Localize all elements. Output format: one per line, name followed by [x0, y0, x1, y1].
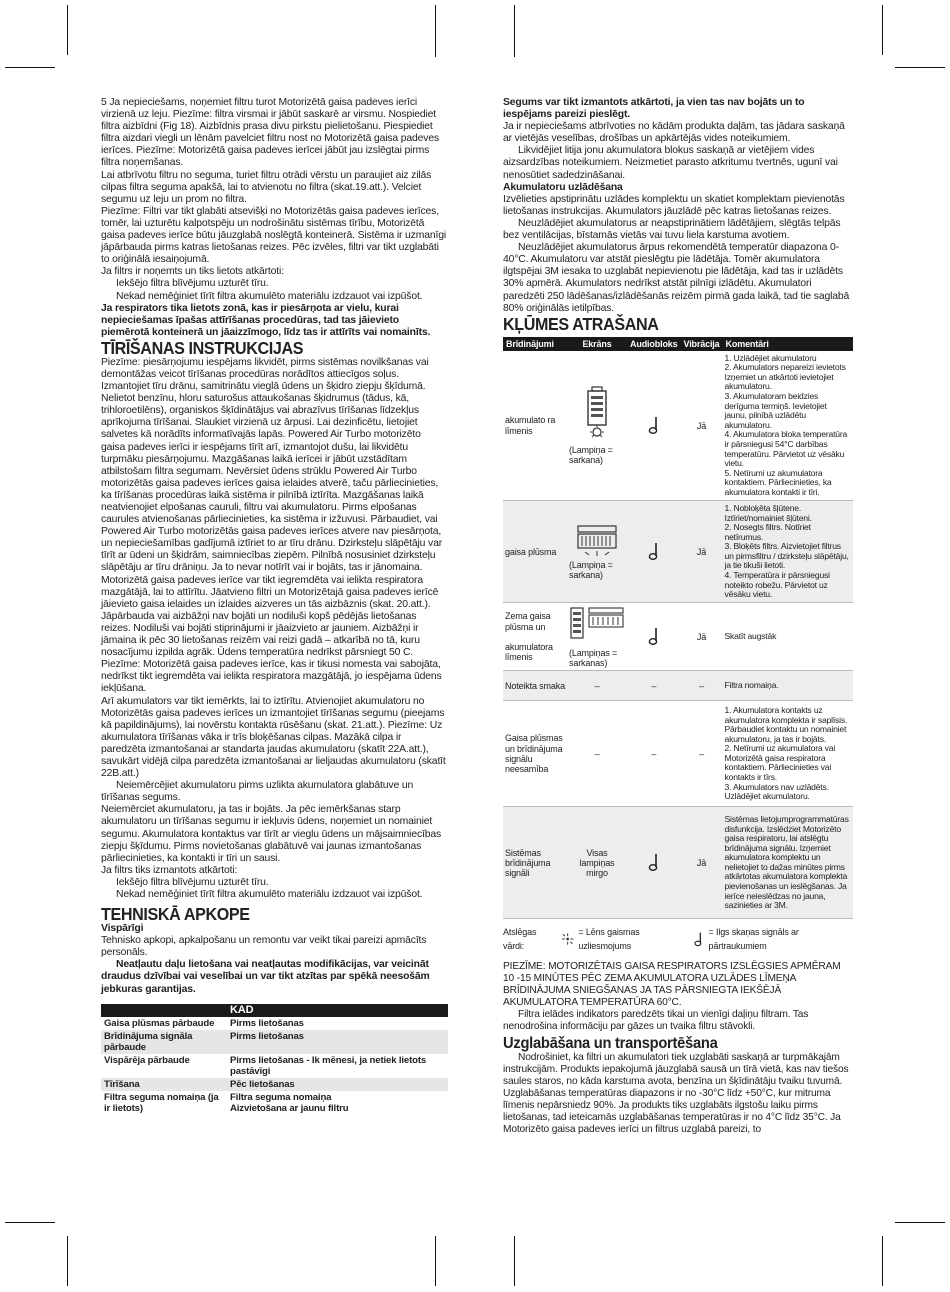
- screen-cell: [567, 501, 627, 603]
- crop-mark: [514, 1236, 515, 1286]
- paragraph: 5 Ja nepieciešams, noņemiet filtru turot Motorizētā gaisa padeves ierīci virzienā uz leju. Piezīme: filtra virsmai ir jābūt saskarē ar virsmu. Nospiediet filtra aizbīdni (Fig 18). Aizbīdnis prasa divu pirkstu pielietošanu. Piespiediet filtra aizdari viegli un lēnām pavelciet filtru nost no Motorizētā gaisa padeves ierīces. Piezīme: Motorizētā gaisa padeves ierīcei jābūt jau izslēgtai pirms filtra noņemšanas.: [101, 97, 439, 169]
- left-column: [101, 97, 446, 1115]
- key-label: Atslēgas vārdi:: [503, 927, 537, 952]
- section-heading-storage: Uzglabāšana un transportēšana: [503, 1035, 718, 1053]
- paragraph: Likvidējiet litija jonu akumulatora blokus saskaņā ar vietējiem vides aizsardzības noteikumiem. Neizmetiet parasto atkritumu tvertnēs, ugunī vai nenosūtiet sadedzināšanai.: [503, 145, 838, 181]
- paragraph: Neuzlādējiet akumulatorus ar neapstiprinātiem lādētājiem, slēgtās telpās bez ventilācijas, bīstamās vietās vai tuvu liela karstuma avotiem.: [503, 217, 841, 242]
- vibration-cell: –: [681, 701, 723, 807]
- paragraph: Tehnisko apkopi, apkalpošanu un remontu var veikt tikai pareizi apmācīts personāls.: [101, 935, 427, 959]
- table-header-cell: Audiobloks: [627, 337, 681, 351]
- screen-label: (Lampiņa = sarkana): [569, 559, 613, 580]
- long-beep-icon: [647, 541, 661, 561]
- table-cell: Filtra seguma nomaiņa (ja ir lietots): [104, 1091, 219, 1114]
- screen-cell: –: [567, 671, 627, 701]
- table-cell-line: Aizvietošana ar jaunu filtru: [230, 1102, 349, 1114]
- table-header-cell: [101, 1004, 227, 1017]
- crop-mark: [514, 5, 515, 57]
- crop-mark: [882, 5, 883, 55]
- section-heading-cleaning: TĪRĪŠANAS INSTRUKCIJAS: [101, 337, 304, 358]
- crop-mark: [5, 67, 55, 68]
- paragraph: Izmantojiet tīru drānu, samitrinātu vieglā ūdens un šķidro ziepju šķīdumā. Nelietot benzīnu, hloru saturošus attaukošanas šķidrumus (tādus, kā, trihloroetilēns), organiskos šķīdinātājus vai abrazīvus tīrīšanas līdzekļus aprīkojuma tīrīšanai. Slaukiet virzienā uz ārpusi. Lai dezinficētu, lietojiet salvetes kā norādīts informatīvajās lapās. Powered Air Turbo motorizēto gaisa padeves ierīci ir iespējams tīrīt arī, izmantojot dušu, lai likvidētu turpmāku piesārņojumu. Mazgāšanas laikā ierīcei ir jābūt uzstādītam atbilstošam filtra segumam. Nevērsiet ūdens strūklu Powered Air Turbo motorizētās gaisa padeves ierīces gaisa ielaides atverē, taču pārliecinieties, ka tīrīšanas procedūras laikā sistēma ir pilnībā iztīrīta. Mazgāšanas laikā neatvienojiet elpošanas cauruli, filtru vai akumulatoru. Pirms elpošanas caurules atvienošanas pārliecinieties, ka sistēma ir izžuvusi. Pārbaudiet, vai Powered Air Turbo motorizētās gaisa padeves ierīces atvere nav piesārņota, un nepieciešamības gadījumā iztīriet to ar tīru drānu. Dzirksteļu slāpētāju var tīrīt ar ūdeni un šķidrām, saimniecības ziepēm. Pilnībā nosusiniet dzirksteļu slāpētāju ar tīru drāniņu. Ja to nevar notīrīt vai ir bojāts, tas ir jānomaina. Motorizētā gaisa padeves ierīce var tikt iegremdēta vai ielikta respiratora mazgātājā, lai to attīrītu. Jāatvieno filtri un Motorizētajā gaisa padeves ierīcē jāievieto gaisa ielaides un izlaides aizveres un tās aizbāznis (skat. 20.att.). Jāpārbauda vai aizbāžņi nav bojāti un nodiluši kopš pēdējās lietošanas reizes. Nodiluši vai bojāti stiprinājumi ir jāaizvieto ar jauniem. Aizbāžņi ir jāmaina ik pēc 30 lietošanas reizēm vai reizi gadā – atkarībā no tā, kuru nosacījumu izpilda agrāk. Ūdens temperatūra nedrīkst pārsniegt 50 C.: [101, 381, 443, 659]
- table-cell: [227, 1091, 448, 1115]
- crop-mark: [895, 67, 945, 68]
- table-row: [503, 701, 853, 807]
- paragraph: Piezīme: piesārņojumu iespējams likvidēt, pirms sistēmas novilkšanas vai demontāžas veicot tīrīšanas procedūras norādītos attiecīgos soļus.: [101, 356, 429, 380]
- subheading-general: Vispārīgi: [101, 923, 144, 935]
- vibration-cell: Jā: [681, 603, 723, 671]
- battery-and-filter-icon: [569, 606, 625, 646]
- paragraph: Lai atbrīvotu filtru no seguma, turiet filtru otrādi vērstu un paraujiet aiz zilās cilpas filtra seguma apakšā, lai to atvienotu no filtra (skat.19.att.). Velciet segumu uz leju un prom no filtra.: [101, 169, 432, 205]
- paragraph: Piezīme: Motorizētā gaisa padeves ierīce, kas ir tikusi nomesta vai sabojāta, nedrīkst tikt iegremdēta vai ielikta respiratora mazgātājā, jo iespējama ūdens iekļūšana.: [101, 659, 442, 695]
- table-row: [503, 351, 853, 501]
- screen-cell: –: [567, 701, 627, 807]
- vibration-cell: Jā: [681, 807, 723, 919]
- comments-cell: [723, 351, 853, 501]
- table-cell: Brīdinājuma signāla pārbaude: [101, 1030, 227, 1054]
- paragraph: Piezīme: Filtri var tikt glabāti atsevišķi no Motorizētās gaisa padeves ierīces, tomēr, lai uzturētu kalpotspēju un nodrošinātu sistēmas tīrību, Motorizētā gaisa padeves ierīce būtu jāuzglabā noslēgtā konteinerā. Sistēma ir uzmanīgi jāpārbauda pirms katras lietošanas reizes. Pēc izvēles, filtri var tikt uzglabāti to oriģinālā iesaiņojumā.: [101, 205, 446, 266]
- troubleshooting-table: [503, 337, 853, 920]
- paragraph: Filtra ielādes indikators paredzēts tikai un vienīgi daļiņu filtram. Tas nenodrošina informāciju par gāzes un tvaika filtru stāvokli.: [503, 1009, 809, 1033]
- paragraph: Arī akumulators var tikt iemērkts, lai to iztīrītu. Atvienojiet akumulatoru no Motorizētās gaisa padeves ierīces un izmantojiet tīrīšanas segumu (pieejams kā papildinājums), lai novērstu kontakta rūsēšanu (skat. 21.att.). Piezīme: Uz akumulatora tīrīšanas vāka ir trīs bloķēšanas cilpas. Mazākā cilpa ir paredzēta izmantošanai ar standarta jaudas akumulatoru (skatīt 22A.att.), savukārt vidējā cilpa paredzēta izmantošanai ar lieljaudas akumulatoru (skatīt 22B.att.): [101, 695, 446, 780]
- table-cell: Vispārēja pārbaude: [104, 1054, 190, 1066]
- comments-cell: [723, 501, 853, 603]
- icon-key: [503, 925, 852, 953]
- comment-line: 1. Uzlādējiet akumulatoru: [724, 352, 817, 363]
- table-cell: Pirms lietošanas: [230, 1017, 304, 1029]
- comments-cell: [723, 807, 853, 919]
- table-row: [503, 501, 853, 603]
- crop-mark: [895, 1222, 945, 1223]
- long-beep-icon: [647, 626, 661, 646]
- comment-line: 4. Temperatūra ir pārsniegusi noteikto robežu. Pārvietot uz vēsāku vietu.: [724, 570, 830, 600]
- comment-line: Filtra nomaiņa.: [724, 680, 779, 691]
- paragraph: Nodrošiniet, ka filtri un akumulatori tiek uzglabāti saskaņā ar turpmākajām instrukcijām. Produkts iepakojumā jāuzglabā sausā un tīrā vietā, kas nav tiešos saules staros, no kāda karstuma avota, benzīna un šķīdinātāju tvaiku tuvumā. Uzglabāšanas temperatūras diapazons ir no -30°C līdz +50°C, kur mitruma līmenis nepārsniedz 90%. Ja produkts tiks uzglabāts ilgstošu laiku pirms lietošanas, tad ieteicamās uzglabāšanas temperatūras ir no 4°C līdz 35°C. Ja Motorizēto gaisa padeves ierīci un filtrus uzglabā pareizi, to: [503, 1052, 849, 1136]
- warning-cell: akumulato ra līmenis: [503, 351, 567, 501]
- warning-cell: Sistēmas brīdinājuma signāli: [503, 807, 567, 919]
- vibration-cell: Jā: [681, 501, 723, 603]
- paragraph: Nekad nemēģiniet tīrīt filtra akumulēto materiālu izdzauot vai izpūšot.: [116, 889, 423, 900]
- key-slow-flash: = Lēns gaismas uzliesmojums: [578, 927, 640, 952]
- audio-cell: –: [627, 701, 681, 807]
- paragraph: Neiemērcējiet akumulatoru pirms uzlikta akumulatora glabātuve un tīrīšanas segums.: [101, 780, 414, 804]
- comment-line: 4. Akumulatora bloka temperatūra ir pārsniegusi 54°C darbības temperatūru. Pārvietot uz vēsāku vietu.: [724, 429, 848, 469]
- warning-paragraph: Neatļautu daļu lietošana vai neatļautas modifikācijas, var veicināt draudus dzīvībai vai veselībai un var tikt atzītas par spēkā neesošām jebkuras garantijas.: [101, 959, 430, 995]
- comment-line: Sistēmas lietojumprogrammatūras disfunkcija. Izslēdziet Motorizēto gaisa respiratoru, lai atslēgtu brīdinājuma signālu. Izņemiet akumulatora komplektu un nelietojiet to dažas minūtes pirms atkārtotas akumulatora komplekta pievienošanas un ieslēgšanas. Ja ierīce neieslēdzas no jauna, sazinieties ar 3M.: [724, 813, 849, 911]
- crop-mark: [435, 1236, 436, 1286]
- key-long-beep: = Ilgs skaņas signāls ar pārtraukumiem: [708, 927, 799, 952]
- comment-line: 3. Akumulators nav uzlādēts. Uzlādējiet akumulatoru.: [724, 781, 829, 802]
- table-cell: Gaisa plūsmas pārbaude: [104, 1017, 215, 1029]
- comment-line: 5. Netīrumi uz akumulatora kontaktiem. Pārliecinieties, ka akumulatora kontakti ir tīri.: [724, 467, 832, 497]
- comment-line: 1. Nobloķēta šļūtene. Iztīriet/nomainiet šļūteni.: [724, 502, 812, 523]
- table-header-cell: Komentāri: [723, 337, 853, 351]
- table-row: [503, 807, 853, 919]
- table-header-row: [101, 1004, 448, 1017]
- crop-mark: [882, 1236, 883, 1286]
- comment-line: 2. Akumulators nepareizi ievietots Izņemiet un atkārtoti ievietojiet akumulatoru.: [724, 362, 846, 392]
- paragraph: Ja filtrs ir noņemts un tiks lietots atkārtoti:: [101, 266, 284, 278]
- screen-cell: [567, 351, 627, 501]
- table-row: [101, 1017, 448, 1030]
- vibration-cell: Jā: [681, 351, 723, 501]
- table-cell: Pirms lietošanas - Ik mēnesi, ja netiek lietots pastāvīgi: [230, 1054, 427, 1077]
- paragraph: Nekad nemēģiniet tīrīt filtra akumulēto materiālu izdzauot vai izpūšot.: [116, 290, 423, 302]
- crop-mark: [67, 1236, 68, 1286]
- bold-paragraph: Segums var tikt izmantots atkārtoti, ja vien tas nav bojāts un to iespējams pareizi pieslēgt.: [503, 97, 805, 121]
- comment-line: 2. Netīrumi uz akumulatora vai Motorizētā gaisa respiratora kontaktiem. Pārliecinieties vai kontakts ir tīrs.: [724, 743, 836, 783]
- section-heading-troubleshooting: KĻŪMES ATRAŠANA: [503, 313, 659, 334]
- audio-cell: [627, 501, 681, 603]
- screen-label: (Lampiņa = sarkana): [569, 444, 613, 465]
- table-row: [101, 1054, 448, 1078]
- warning-cell: Noteikta smaka: [503, 671, 567, 701]
- crop-mark: [435, 5, 436, 57]
- paragraph: Ja ir nepieciešams atbrīvoties no kādām produkta daļām, tas jādara saskaņā ar vietējās veselības, drošības un apkārtējās vides noteikumiem.: [503, 121, 845, 145]
- warning-line: Zema gaisa plūsma un: [505, 611, 551, 632]
- table-cell: Pirms lietošanas: [227, 1030, 448, 1054]
- table-header-cell: Brīdinājumi: [503, 337, 567, 351]
- warning-cell: [503, 603, 567, 671]
- slow-flash-icon: [561, 933, 574, 945]
- paragraph: Neiemērciet akumulatoru, ja tas ir bojāts. Ja pēc iemērkšanas starp akumulatoru un tīrīšanas segumu ir iekļuvis ūdens, noņemiet un nomainiet segumu. Akumulatora kontaktus var tīrīt ar vieglu ūdens un mājsaimniecības ziepju šķīdumu. Pirms novietošanas glabātuvē vai jaunas izmantošanas pārliecinieties, ka kontakti ir tīri un sausi.: [101, 804, 442, 864]
- right-column: [503, 97, 852, 1136]
- battery-icon: [583, 386, 611, 442]
- paragraph: Neuzlādējiet akumulatorus ārpus rekomendētā temperatūr diapazona 0-40°C. Akumulatoru var atstāt pieslēgtu pie lādētāja. Tomēr akumulatora ilgtspējai 3M iesaka to uzglabāt nepievienotu pie lādētāja, kad tas ir uzlādēts 30% apmērā. Akumulators nedrīkst atstāt pilnīgi izlādētu. Akumulatori paredzēti 250 lādēšanas/izlādēšanās reizēm pirmā gada laikā, tad tie saglabā 80% oriģinālās ietilpības.: [503, 242, 850, 314]
- comments-cell: [723, 671, 853, 701]
- paragraph: Iekšējo filtra blīvējumu uzturēt tīru.: [116, 278, 269, 290]
- audio-cell: –: [627, 671, 681, 701]
- table-header-cell: Vibrācija: [681, 337, 723, 351]
- audio-cell: [627, 603, 681, 671]
- paragraph: Iekšējo filtra blīvējumu uzturēt tīru.: [116, 876, 269, 888]
- warning-cell: Gaisa plūsmas un brīdinājuma signālu neesamība: [503, 701, 567, 807]
- section-heading-maintenance: TEHNISKĀ APKOPE: [101, 904, 250, 925]
- warning-cell: gaisa plūsma: [503, 501, 567, 603]
- table-header-cell: Ekrāns: [567, 337, 627, 351]
- long-beep-icon: [647, 415, 661, 435]
- warning-paragraph: Ja respirators tika lietots zonā, kas ir piesārņota ar vielu, kurai nepieciešamas īpašas attīrīšanas procedūras, tad tas jāievieto piemērotā konteinerā un jāaizzīmogo, līdz tas ir attīrīts vai nomainīts.: [101, 302, 431, 338]
- table-cell: Pēc lietošanas: [227, 1078, 448, 1091]
- table-header-cell: KAD: [227, 1004, 448, 1017]
- comments-cell: [723, 701, 853, 807]
- comment-line: 3. Akumulatoram beidzies derīguma termiņš. Ievietojiet jaunu, pilnībā uzlādētu akumulatoru.: [724, 391, 827, 430]
- long-beep-icon: [693, 931, 704, 947]
- table-cell: Tīrīšana: [101, 1078, 227, 1091]
- maintenance-schedule-table: [101, 1004, 448, 1115]
- comment-line: 3. Bloķēts filtrs. Aizvietojiet filtrus un pirmsfiltru / dzirksteļu slāpētāju, ja tie tikuši lietoti.: [724, 541, 849, 571]
- table-row: [101, 1030, 448, 1054]
- crop-mark: [5, 1222, 55, 1223]
- paragraph-caps: PIEZĪME: MOTORIZĒTAIS GAISA RESPIRATORS IZSLĒGSIES APMĒRAM 10 -15 MINŪTES PĒC ZEMA AKUMULATORA UZLĀDES LĪMEŅA BRĪDINĀJUMA SNIEGŠANAS JA TAS PĀRSNIEGTA IEKŠĒJĀ AKUMULATORA TEMPERATŪRA 60°C.: [503, 961, 841, 1009]
- comment-line: Skatīt augstāk: [724, 631, 777, 642]
- filter-icon: [575, 524, 619, 558]
- crop-mark: [67, 5, 68, 55]
- comment-line: 1. Akumulatora kontakts uz akumulatora komplekta ir saplīsis. Pārbaudiet kontaktu un nomainiet akumulatoru, ja tas ir bojāts.: [724, 704, 848, 744]
- comment-line: 2. Nosegts filtrs. Notīriet netīrumus.: [724, 522, 811, 542]
- table-row: [101, 1078, 448, 1091]
- paragraph: Izvēlieties apstiprinātu uzlādes komplektu un skatiet komplektam pievienotās lietošanas instrukcijas. Akumulators jāuzlādē pēc katras lietošanas reizes.: [503, 193, 845, 217]
- comments-cell: [723, 603, 853, 671]
- table-cell-line: Filtra seguma nomaiņa: [230, 1091, 332, 1103]
- screen-cell: [567, 603, 627, 671]
- audio-cell: [627, 807, 681, 919]
- paragraph: Ja filtrs tiks izmantots atkārtoti:: [101, 864, 238, 876]
- long-beep-icon: [647, 852, 661, 872]
- table-row: [503, 603, 853, 671]
- warning-line: akumulatora līmenis: [505, 641, 553, 663]
- subheading-charging: Akumulatoru uzlādēšana: [503, 181, 623, 193]
- screen-cell: Visas lampiņas mirgo: [567, 807, 627, 919]
- screen-label: (Lampiņas = sarkanas): [569, 647, 618, 668]
- vibration-cell: –: [681, 671, 723, 701]
- audio-cell: [627, 351, 681, 501]
- table-row: [503, 671, 853, 701]
- table-row: [101, 1091, 448, 1115]
- table-header-row: [503, 337, 853, 351]
